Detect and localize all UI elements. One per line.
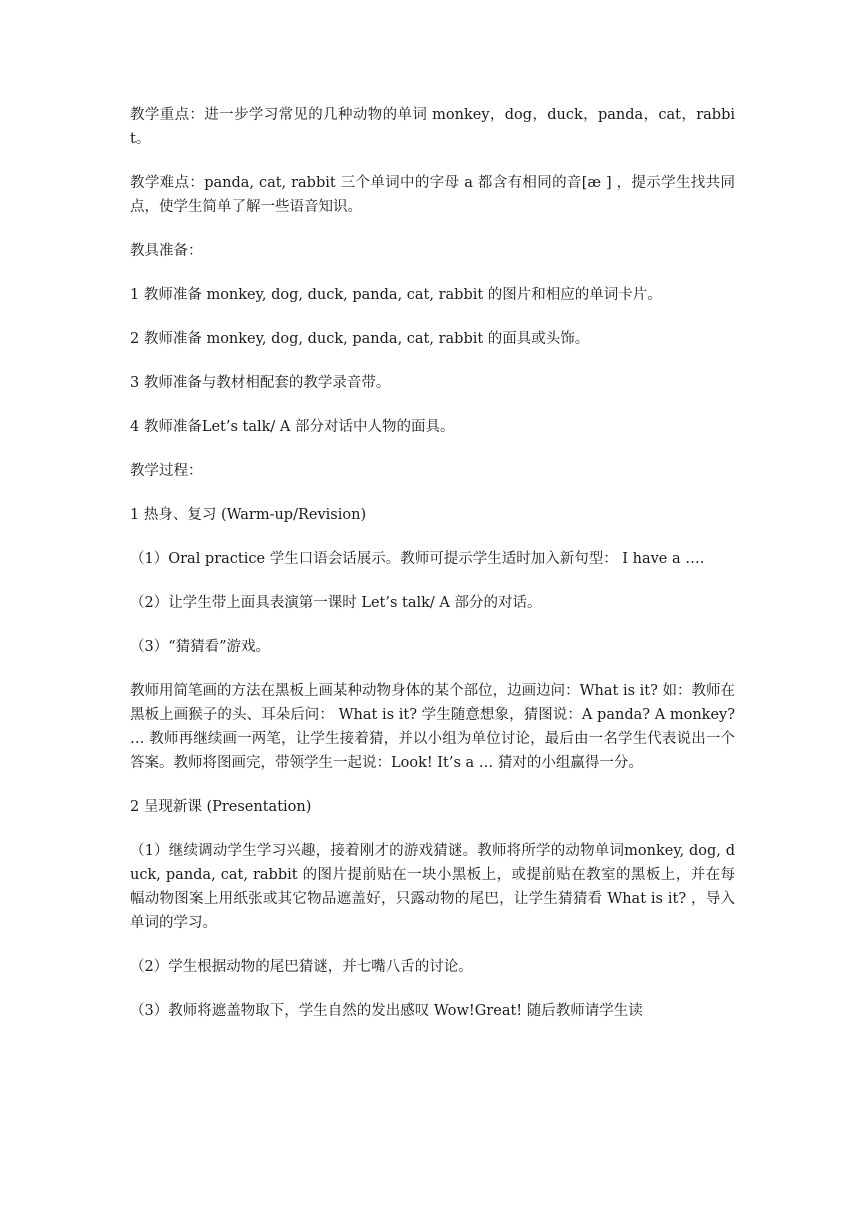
guessing-game-paragraph: 教师用简笔画的方法在黑板上画某种动物身体的某个部位，边画边问：What is it? 如：教师在黑板上画猴子的头、耳朵后问： What is it? 学生随意想象，猜图说：A panda? A monkey? … 教师再继续画一两笔，让学生接着猜，并以小组为单位讨论，最后由一名学生代表说出一个答案。教师将图画完，带领学生一起说：Look! It’s a … 猜对的小组赢得一分。 [130, 683, 735, 771]
presentation-step-2: （2）学生根据动物的尾巴猜谜，并七嘴八舌的讨论。 [130, 959, 473, 975]
presentation-step-1: （1）继续调动学生学习兴趣，接着刚才的游戏猜谜。教师将所学的动物单词monkey, dog, duck, panda, cat, rabbit 的图片提前贴在一块小黑板上，或提前贴在教室的黑板上，并在每幅动物图案上用纸张或其它物品遮盖好，只露动物的尾巴，让学生猜猜看 What is it? ，导入 单词的学习。 [130, 843, 735, 931]
difficulties-paragraph: 教学难点：panda, cat, rabbit 三个单词中的字母 a 都含有相同的音[æ ] ，提示学生找共同点，使学生简单了解一些语音知识。 [130, 175, 735, 215]
warmup-step-3: （3）“猜猜看”游戏。 [130, 639, 271, 655]
process-heading: 教学过程： [130, 463, 203, 479]
materials-item-4: 4 教师准备Let’s talk/ A 部分对话中人物的面具。 [130, 419, 455, 435]
materials-item-2: 2 教师准备 monkey, dog, duck, panda, cat, rabbit 的面具或头饰。 [130, 331, 590, 347]
document-page [130, 103, 735, 1043]
warmup-step-1: （1）Oral practice 学生口语会话展示。教师可提示学生适时加入新句型： I have a …. [130, 551, 705, 567]
presentation-step-3: （3）教师将遮盖物取下，学生自然的发出感叹 Wow!Great! 随后教师请学生读 [130, 1003, 643, 1019]
materials-heading: 教具准备： [130, 243, 203, 259]
presentation-heading: 2 呈现新课 (Presentation) [130, 799, 312, 815]
warmup-heading: 1 热身、复习 (Warm-up/Revision) [130, 507, 367, 523]
warmup-step-2: （2）让学生带上面具表演第一课时 Let’s talk/ A 部分的对话。 [130, 595, 542, 611]
key-points-paragraph: 教学重点：进一步学习常见的几种动物的单词 monkey，dog，duck，panda，cat，rabbit。 [130, 107, 735, 147]
materials-item-3: 3 教师准备与教材相配套的教学录音带。 [130, 375, 391, 391]
materials-item-1: 1 教师准备 monkey, dog, duck, panda, cat, rabbit 的图片和相应的单词卡片。 [130, 287, 662, 303]
